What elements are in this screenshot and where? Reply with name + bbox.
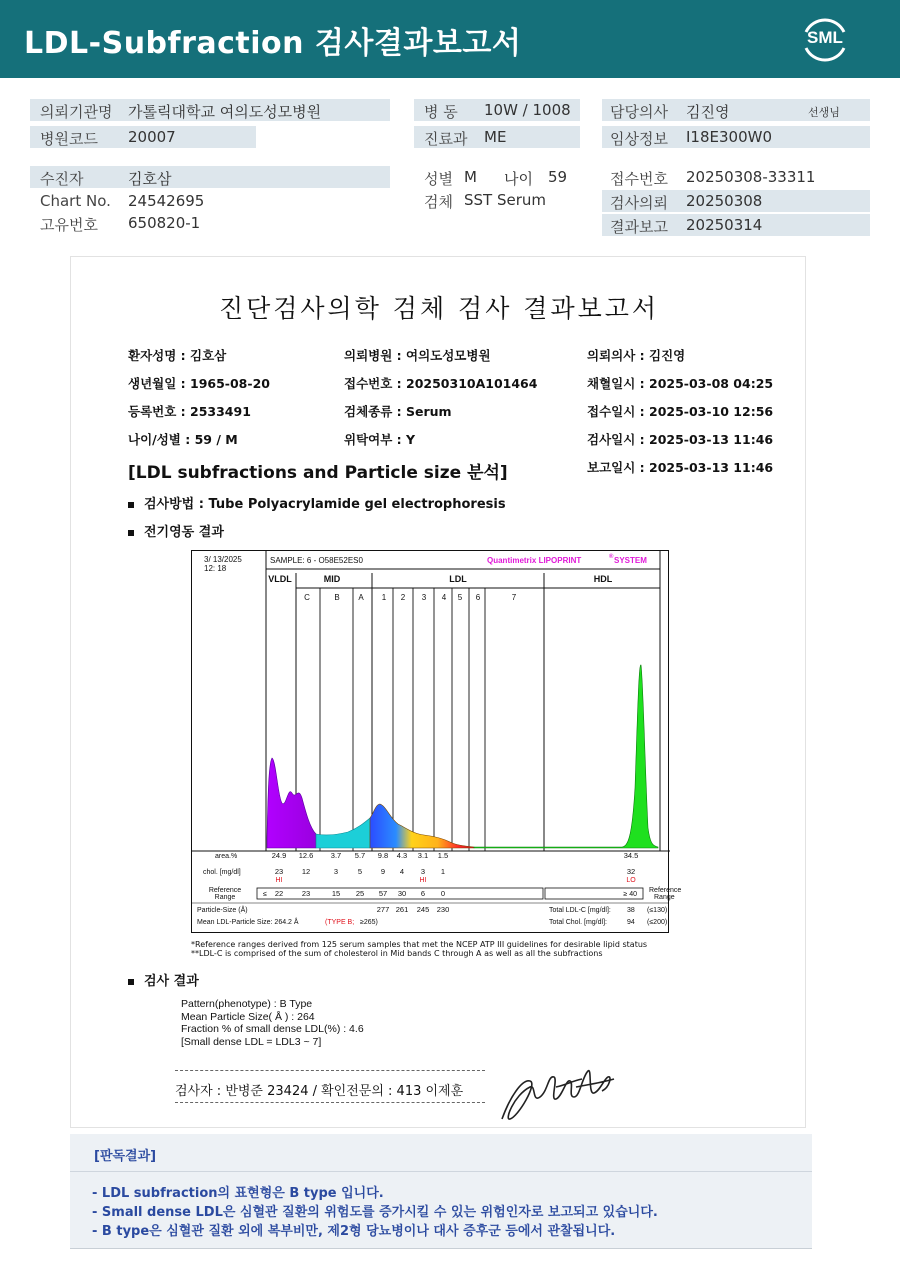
clinical-value: I18E300W0 [686,128,772,146]
chol-value: 9 [380,867,386,876]
clinical-label: 임상정보 [610,130,668,148]
chart-registered-mark: ® [609,554,614,560]
request-label: 검사의뢰 [610,194,668,212]
judgement-item-3: - B type은 심혈관 질환 외에 복부비만, 제2형 당뇨병이나 대사 증후군 등에서 관찰됩니다. [92,1224,616,1239]
band-label: C [304,593,310,602]
unique-id-label: 고유번호 [40,216,98,234]
group-label: LDL [449,574,467,584]
total-ldl-value: 38 [627,907,635,914]
ref-label-1: Reference [208,887,242,894]
doctor-row [602,99,870,121]
area-value: 5.7 [354,851,366,860]
receipt-value: 20250308-33311 [686,168,816,186]
judgement-divider [70,1171,812,1172]
hdl-ref-value: ≥ 40 [623,891,637,898]
field-reported: 보고일시 : 2025-03-13 11:46 [587,460,774,475]
result-title: 검사 결과 [144,974,199,989]
chart-date: 3/ 13/2025 [204,555,242,564]
unique-id-row [30,212,390,234]
chart-no-value: 24542695 [128,192,205,210]
chol-row-label: chol. [mg/dl] [203,869,241,876]
chol-value: 5 [357,867,363,876]
electro-bullet [128,521,224,540]
area-value: 12.6 [298,851,314,860]
hdl-peak [474,665,658,848]
ref-value: 0 [440,889,446,898]
note-1: *Reference ranges derived from 125 serum samples that met the NCEP ATP III guidelines for desirable lipid status [191,940,648,949]
method-bullet [128,493,506,512]
sex-label: 성별 [424,170,453,188]
total-chol-ref: (≤200) [647,919,668,926]
vldl-peak [267,758,316,848]
ref-prefix: ≤ [263,891,267,898]
field-doctor: 의뢰의사 : 김진영 [587,348,686,363]
field-specimen: 검체종류 : Serum [344,404,452,419]
scanned-report [70,256,806,1128]
field-tested: 검사일시 : 2025-03-13 11:46 [587,432,774,447]
hospital-code-row [30,126,256,148]
bottom-rule [70,1248,812,1249]
note-2: **LDL-C is comprised of the sum of cholesterol in Mid bands C through A as well as all the subfractions [191,949,603,958]
band-label: A [358,593,364,602]
area-value: 1.5 [437,851,449,860]
report-date-row [602,214,870,236]
field-dob: 생년월일 : 1965-08-20 [128,376,270,391]
band-label: 5 [457,593,463,602]
mean-size-label: Mean LDL-Particle Size: 264.2 Å [197,919,299,926]
ref-value: 15 [331,889,341,898]
client-label: 의뢰기관명 [40,103,113,121]
sex-age-row [414,166,594,188]
area-row-label: area.% [215,853,238,860]
particle-size-value: 230 [436,905,450,914]
specimen-row [414,189,594,211]
chart-no-row [30,190,390,212]
unique-id-value: 650820-1 [128,214,201,232]
section-title: [LDL subfractions and Particle size 분석] [128,463,508,483]
area-value: 24.9 [271,851,287,860]
chol-value: 12 [301,867,311,876]
sml-logo [798,12,852,66]
field-patient: 환자성명 : 김호삼 [128,348,227,363]
ward-label: 병 동 [424,103,458,121]
sex-value: M [464,168,477,186]
ref-value: 30 [397,889,407,898]
client-row [30,99,390,121]
area-value: 9.8 [377,851,389,860]
mean-type: (TYPE B; [325,919,355,926]
hdl-ref-label-2: Range [654,894,675,901]
area-value: 4.3 [396,851,408,860]
judgement-panel [70,1134,812,1248]
judgement-item-2: - Small dense LDL은 심혈관 질환의 위험도를 증가시킬 수 있는 위험인자로 보고되고 있습니다. [92,1205,658,1220]
dept-label: 진료과 [424,130,468,148]
vldl-hi-flag: HI [275,877,283,884]
area-value: 3.7 [330,851,342,860]
field-agesex: 나이/성별 : 59 / M [128,432,238,447]
field-collect: 채혈일시 : 2025-03-08 04:25 [587,376,774,391]
doctor-value: 김진영 [686,103,730,121]
clinical-row [602,126,870,148]
doctor-suffix: 선생님 [808,106,840,119]
field-outsource: 위탁여부 : Y [344,432,416,447]
chart-system-name: Quantimetrix LIPOPRINT [487,556,582,565]
particle-size-value: 261 [395,905,409,914]
group-label: MID [323,574,341,584]
age-value: 59 [548,168,568,186]
band-label: 1 [381,593,387,602]
mean-ref: ≥265) [360,919,378,926]
band-label: B [334,593,340,602]
chart-notes [191,940,647,958]
electro-title: 전기영동 결과 [144,525,224,540]
chol-value: 3 [420,867,426,876]
result-fraction: Fraction % of small dense LDL(%) : 4.6 [181,1023,364,1035]
mid-band-area [316,818,370,848]
ref-label-2: Range [214,894,236,901]
chart-table-svg [191,849,682,935]
result-mean-size: Mean Particle Size( Å ) : 264 [181,1010,315,1023]
signature-image [496,1057,621,1127]
judgement-title: [판독결과] [94,1149,157,1164]
ldl-band-area [370,804,474,848]
particle-size-label: Particle-Size (Å) [197,907,248,914]
group-label: HDL [593,574,613,584]
judgement-item-1: - LDL subfraction의 표현형은 B type 입니다. [92,1186,384,1201]
patient-row [30,166,390,188]
result-lines [181,998,364,1048]
chart-no-label: Chart No. [40,192,111,210]
ldl3-hi-flag: HI [419,877,427,884]
chart-sample: SAMPLE: 6 - O58E52ES0 [270,556,363,565]
specimen-label: 검체 [424,193,453,211]
report-date-value: 20250314 [686,216,763,234]
band-label: 2 [400,593,406,602]
divider-bottom [175,1102,485,1103]
patient-value: 김호삼 [128,170,172,188]
hdl-ref-label-1: Reference [649,887,682,894]
result-pattern: Pattern(phenotype) : B Type [181,998,313,1010]
hdl-area-value: 34.5 [623,851,639,860]
ref-value: 57 [378,889,388,898]
dept-value: ME [484,128,507,146]
field-hospital: 의뢰병원 : 여의도성모병원 [344,348,491,363]
ref-value: 23 [301,889,311,898]
chol-value: 23 [274,867,284,876]
chart-system-suffix: SYSTEM [614,556,647,565]
receipt-label: 접수번호 [610,170,668,188]
total-ldl-ref: (≤130) [647,907,668,914]
chol-value: 4 [399,867,405,876]
client-value: 가톨릭대학교 여의도성모병원 [128,103,322,121]
chart-table [191,849,682,937]
area-value: 3.1 [417,851,429,860]
field-received: 접수일시 : 2025-03-10 12:56 [587,404,774,419]
page-title: LDL-Subfraction 검사결과보고서 [24,26,522,61]
ref-value: 22 [274,889,284,898]
band-label: 6 [475,593,481,602]
ward-row [414,99,580,121]
report-title: 진단검사의학 검체 검사 결과보고서 [218,294,660,323]
ref-value: 6 [420,889,426,898]
hospital-code-value: 20007 [128,128,176,146]
hdl-chol-value: 32 [626,867,636,876]
dept-row [414,126,580,148]
band-label: 7 [511,593,517,602]
chol-value: 1 [440,867,446,876]
group-label: VLDL [268,574,292,584]
divider-top [175,1070,485,1071]
inspector-line: 검사자 : 반병준 23424 / 확인전문의 : 413 이제훈 [175,1084,464,1099]
age-label: 나이 [504,170,533,188]
patient-label: 수진자 [40,170,84,188]
field-receipt: 접수번호 : 20250310A101464 [344,376,538,391]
field-regno: 등록번호 : 2533491 [128,404,251,419]
method-text: 검사방법 : Tube Polyacrylamide gel electrophoresis [144,497,506,512]
hospital-code-label: 병원코드 [40,130,98,148]
total-chol-label: Total Chol. [mg/dl]: [549,919,607,926]
particle-size-value: 277 [376,905,390,914]
total-ldl-label: Total LDL-C [mg/dl]: [549,907,611,914]
header-bar [0,0,900,78]
report-date-label: 결과보고 [610,218,668,236]
result-sdldl-def: [Small dense LDL = LDL3 ~ 7] [181,1035,322,1048]
particle-size-value: 245 [416,905,430,914]
request-row [602,190,870,212]
specimen-value: SST Serum [464,191,547,209]
total-chol-value: 94 [627,919,635,926]
result-bullet [128,970,199,989]
hdl-lo-flag: LO [626,877,636,884]
doctor-label: 담당의사 [610,103,668,121]
chol-value: 3 [333,867,339,876]
band-label: 3 [421,593,427,602]
request-value: 20250308 [686,192,763,210]
chart-time: 12: 18 [204,564,227,573]
ward-value: 10W / 1008 [484,101,571,119]
ref-value: 25 [355,889,365,898]
logo-text: SML [807,28,843,47]
receipt-row [602,166,870,188]
band-label: 4 [441,593,447,602]
